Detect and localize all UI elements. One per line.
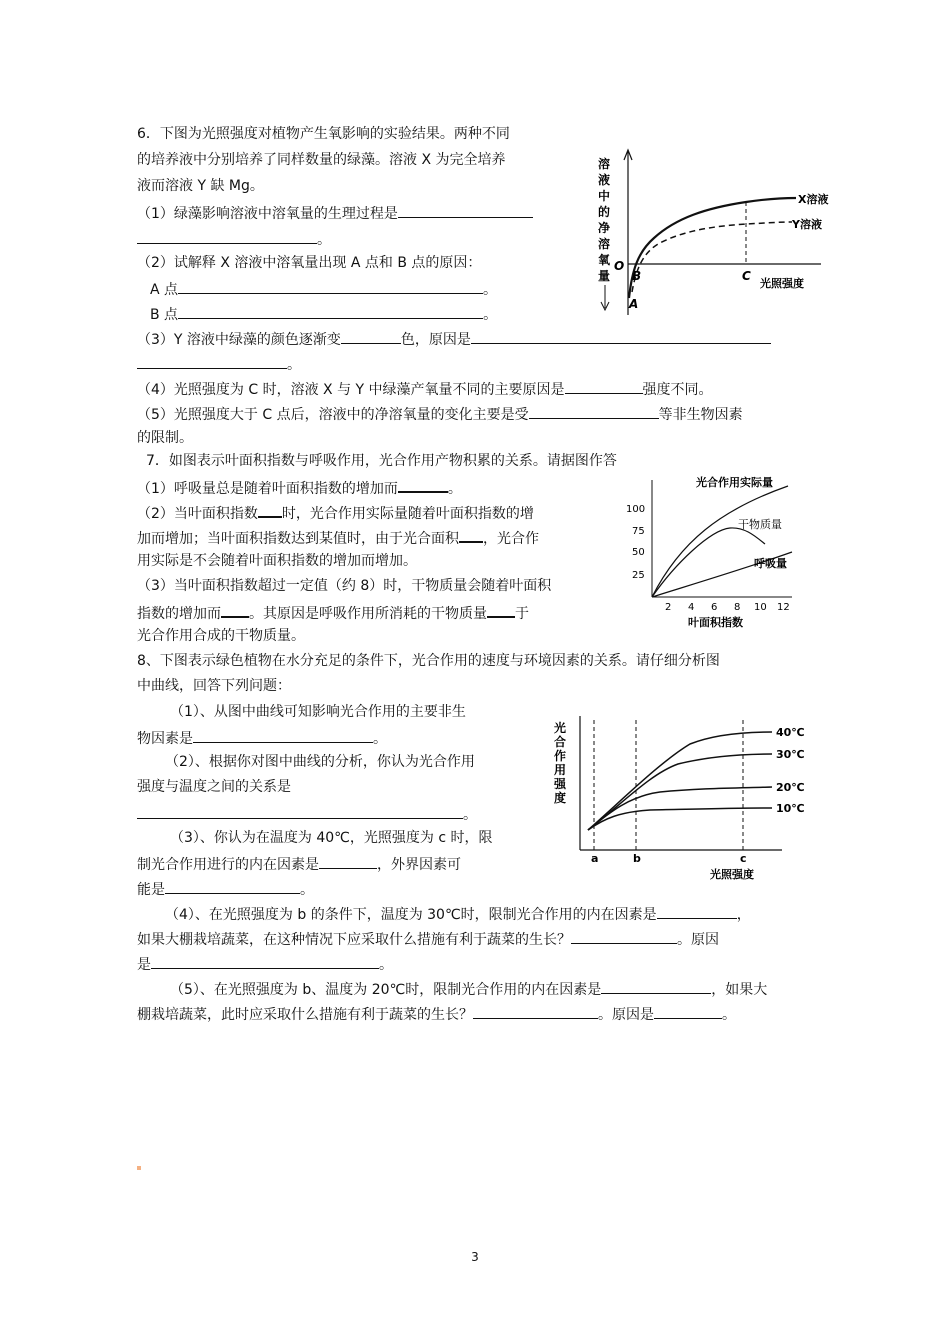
q6-series-y-label: Y溶液 [792, 218, 822, 231]
q6-part3 [137, 328, 771, 350]
q7-part3: （3）当叶面积指数超过一定值（约 8）时，干物质量会随着叶面积 [137, 578, 552, 594]
q6-ylabel-char: 溶 [598, 237, 611, 251]
q6-part4-text-b: 强度不同。 [642, 382, 713, 398]
q8-part5-text-c: 棚栽培蔬菜，此时应采取什么措施有利于蔬菜的生长？ [137, 1007, 473, 1023]
q8-part4-text-b: ， [736, 907, 751, 923]
q7-part2-text-d: ，光合作 [483, 531, 539, 547]
q6-ylabel-char: 净 [598, 221, 611, 235]
q7-part3-text-c: 。其原因是呼吸作用所消耗的干物质量 [249, 606, 487, 622]
q8-part1: （1）、从图中曲线可知影响光合作用的主要非生 [170, 704, 466, 720]
page-number: 3 [471, 1250, 479, 1264]
q8-c-label: c [740, 852, 747, 865]
q6-part1-text: （1）绿藻影响溶液中溶氧量的生理过程是 [137, 206, 398, 222]
q7-xtick: 8 [734, 602, 741, 613]
q6-ylabel-char: 量 [598, 269, 611, 283]
q6-part4 [137, 378, 713, 400]
q8-intro-line1: 8、下图表示绿色植物在水分充足的条件下，光合作用的速度与环境因素的关系。请仔细分析图 [137, 653, 720, 669]
q8-part4-text-d: 。原因 [677, 932, 719, 948]
q8-part3-text-c: ，外界因素可 [377, 857, 461, 873]
q6-part3-blank2[interactable] [471, 328, 771, 344]
q8-x-axis-label: 光照强度 [710, 868, 754, 881]
q7-part2-text-b: 时，光合作用实际量随着叶面积指数的增 [281, 506, 534, 522]
q6-part2-b-blank[interactable] [178, 303, 483, 319]
q8-part2: （2）、根据你对图中曲线的分析，你认为光合作用 [165, 754, 475, 770]
q8-part4-text-e: 是 [137, 957, 151, 973]
q6-y-axis-label [598, 156, 611, 283]
q7-part3-text-d: 于 [515, 606, 529, 622]
q8-part1-text-b: 物因素是 [137, 731, 193, 747]
q7-actual-label: 光合作用实际量 [696, 476, 773, 489]
q6-part3-blank1[interactable] [341, 328, 401, 344]
q8-part4-text-c: 如果大棚栽培蔬菜，在这种情况下应采取什么措施有利于蔬菜的生长？ [137, 932, 571, 948]
q8-part3-line3 [137, 878, 314, 900]
q8-t20-label: 20℃ [776, 781, 805, 794]
q6-ylabel-char: 的 [598, 205, 611, 219]
q6-intro-line3: 液而溶液 Y 缺 Mg。 [137, 178, 264, 194]
period: 。 [373, 731, 387, 747]
q6-part2-a-label: A 点 [150, 282, 179, 298]
q8-part3-blank1[interactable] [319, 853, 377, 869]
period: 。 [447, 481, 462, 497]
q7-ytick: 100 [626, 504, 646, 515]
q8-part5-text-d: 。原因是 [598, 1007, 654, 1023]
q6-part1 [137, 202, 533, 224]
q8-part5-text-a: （5）、在光照强度为 b、温度为 20℃时，限制光合作用的内在因素是 [170, 982, 602, 998]
q8-part5 [170, 978, 767, 1000]
q7-part2 [137, 501, 534, 524]
q8-b-label: b [633, 852, 641, 865]
q6-part3-text-a: （3）Y 溶液中绿藻的颜色逐渐变 [137, 332, 341, 348]
q6-series-x-label: X溶液 [798, 193, 829, 206]
q8-a-label: a [591, 852, 599, 865]
q6-point-c-label: C [742, 269, 751, 283]
q7-xtick: 12 [777, 602, 790, 613]
q6-part1-blank[interactable] [398, 202, 533, 218]
q7-part1-blank[interactable] [398, 476, 448, 493]
q6-part3-blank3[interactable] [137, 353, 287, 369]
q8-part4 [165, 903, 751, 925]
q6-intro-line1: 6．下图为光照强度对植物产生氧影响的实验结果。两种不同 [137, 126, 510, 142]
q7-part2-text-a: （2）当叶面积指数 [137, 506, 258, 522]
q6-part2-a-blank[interactable] [178, 278, 483, 294]
q8-part2-line2: 强度与温度之间的关系是 [137, 779, 291, 795]
q7-part3-line3: 光合作用合成的干物质量。 [137, 628, 305, 644]
q7-part3-blank2[interactable] [487, 601, 515, 618]
q7-part3-text-b: 指数的增加而 [137, 606, 221, 622]
q6-part2-b-label: B 点 [150, 307, 179, 323]
period: 。 [722, 1007, 736, 1023]
q7-part2-line2 [137, 526, 539, 549]
q6-part3-cont [137, 353, 301, 375]
q8-curve-10 [588, 808, 772, 830]
q6-part5 [137, 403, 743, 425]
q7-ytick: 75 [632, 526, 645, 537]
period: 。 [317, 232, 331, 248]
q6-origin-label: O [614, 259, 625, 273]
q6-part5-text-a: （5）光照强度大于 C 点后，溶液中的净溶氧量的变化主要是受 [137, 407, 529, 423]
q8-curve-30 [588, 754, 772, 830]
q7-part1 [137, 476, 462, 499]
q6-part4-blank[interactable] [565, 378, 643, 394]
q8-part1-blank[interactable] [193, 727, 373, 743]
q6-point-a-label: A [629, 297, 639, 311]
q8-part4-text-a: （4）、在光照强度为 b 的条件下，温度为 30℃时，限制光合作用的内在因素是 [165, 907, 657, 923]
q8-part3-text-d: 能是 [137, 882, 165, 898]
q7-xtick: 6 [711, 602, 718, 613]
q7-part2-line3: 用实际是不会随着叶面积指数的增加而增加。 [137, 553, 417, 569]
q6-point-b-label: B [632, 269, 642, 283]
q8-part4-line2 [137, 928, 719, 950]
q7-ytick: 50 [632, 547, 645, 558]
q8-part5-line2 [137, 1003, 736, 1025]
q8-part2-line3 [137, 803, 477, 825]
q8-intro-line2: 中曲线，回答下列问题： [137, 678, 291, 694]
decorative-dot [137, 1166, 141, 1170]
q6-part5-cont: 的限制。 [137, 430, 193, 446]
q7-curve-actual [652, 486, 788, 597]
q8-t10-label: 10℃ [776, 802, 805, 815]
q8-ylabel-char: 用 [554, 763, 567, 777]
period: 。 [379, 957, 393, 973]
q7-part3-line2 [137, 601, 529, 624]
q8-t30-label: 30℃ [776, 748, 805, 761]
q7-curve-dry [652, 528, 765, 597]
q8-t40-label: 40℃ [776, 726, 805, 739]
q7-xtick: 10 [754, 602, 767, 613]
q7-leaf-area-chart [620, 472, 820, 632]
q8-ylabel-char: 强 [554, 777, 567, 791]
period: 。 [483, 307, 498, 323]
q6-part2: （2）试解释 X 溶液中溶氧量出现 A 点和 B 点的原因： [137, 255, 482, 271]
q7-x-axis-label: 叶面积指数 [688, 616, 743, 629]
q7-part2-blank2[interactable] [459, 526, 483, 543]
q8-part3-text-b: 制光合作用进行的内在因素是 [137, 857, 319, 873]
q7-xtick: 4 [688, 602, 695, 613]
period: 。 [287, 357, 301, 373]
q7-part2-text-c: 加而增加；当叶面积指数达到某值时，由于光合面积 [137, 531, 459, 547]
q8-part3-blank2[interactable] [165, 878, 300, 894]
period: 。 [463, 807, 477, 823]
q6-part1-blank2[interactable] [137, 228, 317, 244]
q7-resp-label: 呼吸量 [754, 557, 787, 570]
q6-ylabel-char: 氧 [598, 253, 611, 267]
q8-photosynthesis-chart [550, 712, 820, 884]
q8-part4-blank1[interactable] [657, 903, 737, 919]
q7-dry-label: 干物质量 [738, 518, 782, 531]
q8-part2-blank[interactable] [137, 803, 463, 819]
q6-intro-line2: 的培养液中分别培养了同样数量的绿藻。溶液 X 为完全培养 [137, 152, 506, 168]
q8-part4-line3 [137, 953, 393, 975]
q8-part5-blank1[interactable] [601, 978, 711, 994]
q8-part4-blank3[interactable] [151, 953, 379, 969]
q7-intro: 7．如图表示叶面积指数与呼吸作用，光合作用产物积累的关系。请据图作答 [146, 453, 617, 469]
q8-part1-line2 [137, 727, 387, 749]
q6-part2-b [150, 303, 497, 325]
q8-part5-blank3[interactable] [654, 1003, 722, 1019]
q6-part3-text-b: 色，原因是 [400, 332, 471, 348]
q8-part5-text-b: ，如果大 [711, 982, 768, 998]
q8-part5-blank2[interactable] [473, 1003, 598, 1019]
q6-x-axis-label: 光照强度 [760, 277, 804, 290]
q8-part3-line2 [137, 853, 461, 875]
q7-ytick: 25 [632, 570, 645, 581]
q8-ylabel-char: 合 [554, 735, 567, 749]
q6-ylabel-char: 液 [598, 173, 611, 187]
q8-ylabel-char: 光 [554, 721, 567, 735]
q8-y-axis-label [553, 720, 567, 805]
q7-part1-text: （1）呼吸量总是随着叶面积指数的增加而 [137, 481, 398, 497]
q6-part4-text-a: （4）光照强度为 C 时，溶液 X 与 Y 中绿藻产氧量不同的主要原因是 [137, 382, 565, 398]
q7-xtick: 2 [665, 602, 672, 613]
q6-ylabel-char: 溶 [598, 157, 611, 171]
q6-part5-text-b: 等非生物因素 [658, 407, 743, 423]
period: 。 [300, 882, 314, 898]
q8-ylabel-char: 度 [554, 791, 567, 805]
q8-part4-blank2[interactable] [571, 928, 677, 944]
q6-part1-cont [137, 228, 331, 250]
q6-ylabel-char: 中 [598, 189, 611, 203]
q6-oxygen-chart [596, 130, 836, 320]
q6-part5-blank[interactable] [529, 403, 659, 419]
period: 。 [483, 282, 498, 298]
q6-part2-a [150, 278, 497, 300]
q7-part2-blank1[interactable] [258, 501, 282, 518]
q7-part3-blank1[interactable] [221, 601, 249, 618]
q8-ylabel-char: 作 [554, 749, 567, 763]
q8-part3: （3）、你认为在温度为 40℃，光照强度为 c 时，限 [170, 830, 493, 846]
